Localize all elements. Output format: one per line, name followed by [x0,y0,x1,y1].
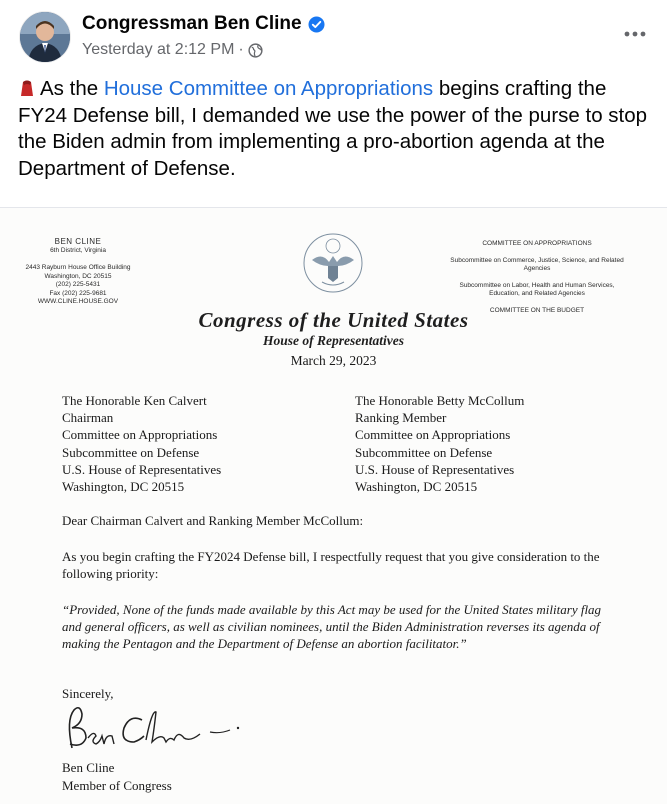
recipient-line: Washington, DC 20515 [62,479,185,495]
committee-line: Subcommittee on Labor, Health and Human Services, Education, and Related Agencies [459,281,615,297]
post-meta [82,41,263,59]
recipient-line: Chairman [62,410,114,426]
avatar[interactable] [20,12,70,62]
letter-body: As you begin crafting the FY2024 Defense bill, I respectfully request that you give consideration to the following priority: [62,549,600,581]
letter-date: March 29, 2023 [290,353,377,368]
recipient-line: U.S. House of Representatives [62,461,222,477]
letter-quote: “Provided, None of the funds made available by this Act may be used for the United States military flag and general officers, as well as civilian nominees, until the Biden Administration reverses its agenda of making the Pentagon and the Department of Defense an abortion facilitator.” [62,602,602,651]
signature-title: Member of Congress [62,778,172,793]
committee-line: COMMITTEE ON APPROPRIATIONS [482,240,592,247]
letter-image[interactable] [0,207,667,804]
sender-address [18,264,138,307]
letter-closing: Sincerely, [62,686,114,701]
recipient-line: Committee on Appropriations [62,427,218,443]
red-emoji-icon [18,78,36,98]
letterhead-sender [18,238,138,307]
sender-address-line: WWW.CLINE.HOUSE.GOV [37,298,119,305]
post-timestamp[interactable]: Yesterday at 2:12 PM [82,41,235,58]
sender-district: 6th District, Virginia [50,246,106,254]
congressional-seal-icon [302,232,364,294]
sender-name: BEN CLINE [54,237,102,246]
post-text [18,76,648,182]
committee-mention-link[interactable]: House Committee on Appropriations [103,77,434,100]
recipient-line: Committee on Appropriations [355,427,511,443]
signature-block [62,759,172,795]
author-row [82,13,325,35]
committee-line: Subcommittee on Commerce, Justice, Science, and Related Agencies [450,256,624,272]
letter-title: Congress of the United States [198,308,469,332]
author-name[interactable]: Congressman Ben Cline [82,13,302,34]
letter-salutation: Dear Chairman Calvert and Ranking Member McCollum: [62,513,364,528]
avatar-image [20,12,70,62]
letter-subtitle: House of Representatives [263,333,404,348]
recipient-left [62,392,221,495]
recipient-line: U.S. House of Representatives [355,461,515,477]
sender-address-line: Washington, DC 20515 [44,272,112,280]
globe-icon[interactable] [248,43,263,58]
more-options-button[interactable] [617,16,653,52]
recipient-line: Washington, DC 20515 [355,479,478,495]
signature-name: Ben Cline [62,760,115,775]
sender-address-line: 2443 Rayburn House Office Building [25,264,131,271]
sender-address-line: Fax (202) 225-9681 [49,289,107,297]
handwritten-signature [60,700,260,758]
recipient-line: Ranking Member [355,410,447,426]
post-text-body: begins crafting the FY24 Defense bill, I demanded we use the power of the purse to stop the Biden admin from implementing a pro-abortion agenda at the Department of Defense. [18,77,648,180]
post-header [0,0,667,70]
more-options-icon [624,31,646,37]
post-text-intro: As the [40,77,104,100]
meta-separator: · [238,41,244,58]
recipient-right [355,392,524,495]
recipient-line: Subcommittee on Defense [355,444,493,460]
recipient-line: Subcommittee on Defense [62,444,200,460]
recipient-line: The Honorable Betty McCollum [355,393,525,408]
recipient-line: The Honorable Ken Calvert [62,393,207,408]
committee-line: COMMITTEE ON THE BUDGET [489,306,585,314]
sender-address-line: (202) 225-5431 [55,281,101,288]
verified-badge-icon [308,16,325,33]
